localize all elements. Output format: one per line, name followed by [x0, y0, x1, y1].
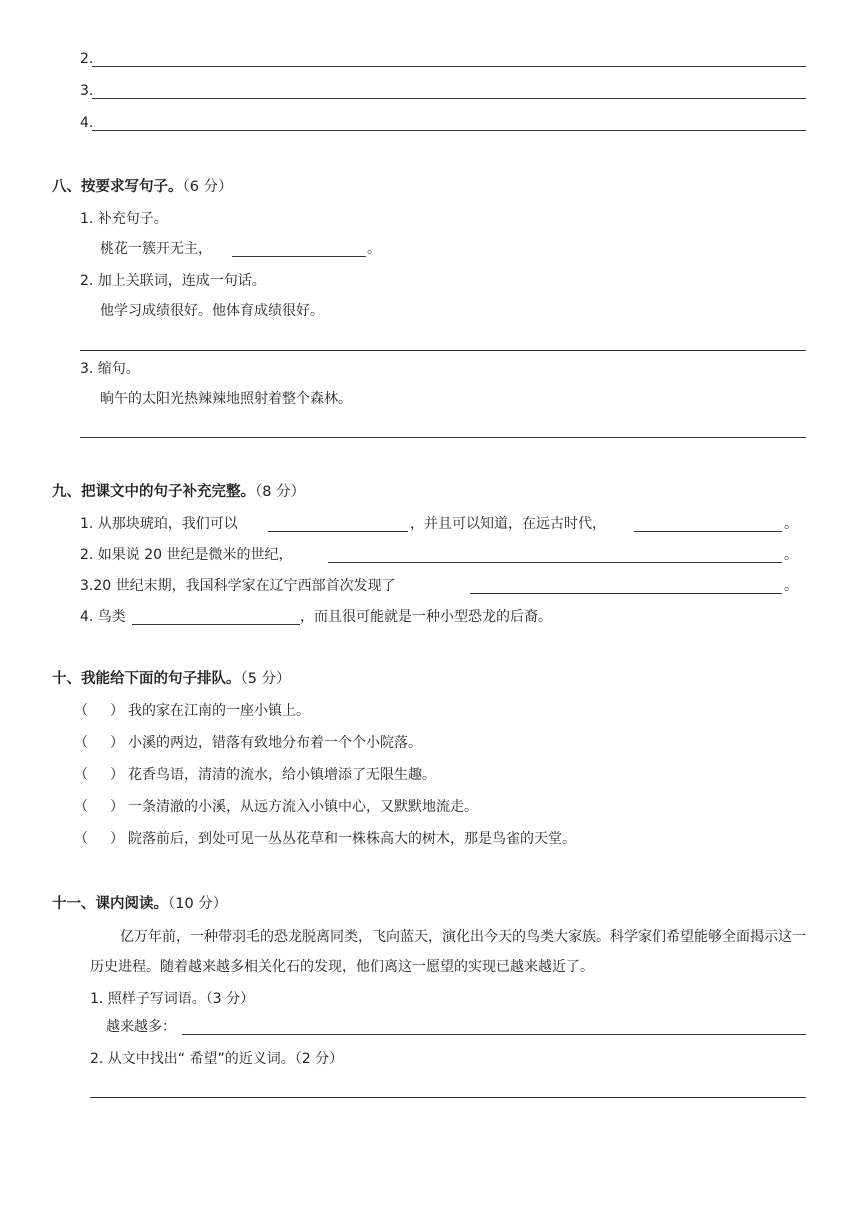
s10-item-2-text: 小溪的两边，错落有致地分布着一个个小院落。: [128, 735, 422, 751]
s9-q3-part-a: 3.20 世纪末期，我国科学家在辽宁西部首次发现了: [80, 578, 396, 594]
section-8-title: 八、按要求写句子。: [52, 179, 183, 195]
s10-item-3-close: ）: [110, 767, 124, 783]
section-8-score: （6 分）: [182, 179, 233, 195]
s9-q2-end: 。: [784, 547, 798, 563]
section-9-score: （8 分）: [255, 484, 306, 500]
s8-q1-label: 1. 补充句子。: [80, 211, 168, 227]
answer-line-3[interactable]: [92, 98, 806, 99]
line-number-2: 2.: [80, 51, 94, 67]
s10-item-2-open: （: [74, 735, 88, 751]
s11-passage-text: 亿万年前，一种带羽毛的恐龙脱离同类，飞向蓝天，演化出今天的鸟类大家族。科学家们希望能够全面揭示这一历史进程。随着越来越多相关化石的发现，他们离这一愿望的实现已越来越近了。: [90, 929, 806, 975]
s11-q1-label: 1. 照样子写词语。（3 分）: [90, 991, 255, 1007]
s10-item-5-open: （: [74, 831, 88, 847]
s11-q1-prompt: 越来越多：: [106, 1019, 176, 1035]
s9-q1-part-b: ，并且可以知道，在远古时代，: [410, 516, 606, 532]
s8-q3-label: 3. 缩句。: [80, 361, 140, 377]
section-8-heading: [52, 178, 233, 196]
line-number-4: 4.: [80, 115, 94, 131]
s9-q1-part-a: 1. 从那块琥珀，我们可以: [80, 516, 238, 532]
s11-q1-answer-line[interactable]: [182, 1034, 806, 1035]
s10-item-4-close: ）: [110, 799, 124, 815]
section-10-score: （5 分）: [240, 671, 291, 687]
s11-passage: [90, 922, 808, 982]
line-number-3: 3.: [80, 83, 94, 99]
section-9-title: 九、把课文中的句子补充完整。: [52, 484, 255, 500]
s9-q2-part-a: 2. 如果说 20 世纪是微米的世纪，: [80, 547, 293, 563]
s10-item-3-text: 花香鸟语，清清的流水，给小镇增添了无限生趣。: [128, 767, 436, 783]
s9-q3-end: 。: [784, 578, 798, 594]
answer-line-4[interactable]: [92, 130, 806, 131]
s11-q2-label: 2. 从文中找出“ 希望”的近义词。（2 分）: [90, 1051, 344, 1067]
s8-q3-answer-line[interactable]: [80, 437, 806, 438]
s8-q1-end: 。: [367, 241, 381, 257]
s11-q2-answer-line[interactable]: [90, 1097, 806, 1098]
answer-line-2[interactable]: [92, 66, 806, 67]
s9-q3-blank[interactable]: [470, 593, 782, 594]
section-11-heading: [52, 895, 227, 913]
s9-q4-part-b: ，而且很可能就是一种小型恐龙的后裔。: [300, 609, 552, 625]
s8-q2-answer-line[interactable]: [80, 350, 806, 351]
s9-q1-blank-2[interactable]: [634, 531, 782, 532]
s10-item-1-close: ）: [110, 703, 124, 719]
s10-item-5-text: 院落前后，到处可见一丛丛花草和一株株高大的树木，那是鸟雀的天堂。: [128, 831, 576, 847]
s10-item-1-text: 我的家在江南的一座小镇上。: [128, 703, 310, 719]
s10-item-4-open: （: [74, 799, 88, 815]
s8-q2-label: 2. 加上关联词，连成一句话。: [80, 273, 266, 289]
section-10-title: 十、我能给下面的句子排队。: [52, 671, 241, 687]
s9-q4-part-a: 4. 鸟类: [80, 609, 126, 625]
section-9-heading: [52, 483, 305, 501]
s8-q1-blank[interactable]: [232, 256, 366, 257]
s9-q4-blank[interactable]: [132, 624, 300, 625]
s9-q2-blank[interactable]: [328, 562, 782, 563]
section-11-score: （10 分）: [168, 896, 228, 912]
s10-item-4-text: 一条清澈的小溪，从远方流入小镇中心，又默默地流走。: [128, 799, 478, 815]
s9-q1-blank-1[interactable]: [268, 531, 408, 532]
s9-q1-end: 。: [784, 516, 798, 532]
s10-item-1-open: （: [74, 703, 88, 719]
s8-q3-sentence: 晌午的太阳光热辣辣地照射着整个森林。: [100, 391, 352, 407]
s10-item-5-close: ）: [110, 831, 124, 847]
s10-item-2-close: ）: [110, 735, 124, 751]
s10-item-3-open: （: [74, 767, 88, 783]
section-10-heading: [52, 670, 291, 688]
s8-q2-sentence: 他学习成绩很好。他体育成绩很好。: [100, 303, 324, 319]
s8-q1-sentence: 桃花一簇开无主，: [100, 241, 212, 257]
section-11-title: 十一、课内阅读。: [52, 896, 168, 912]
